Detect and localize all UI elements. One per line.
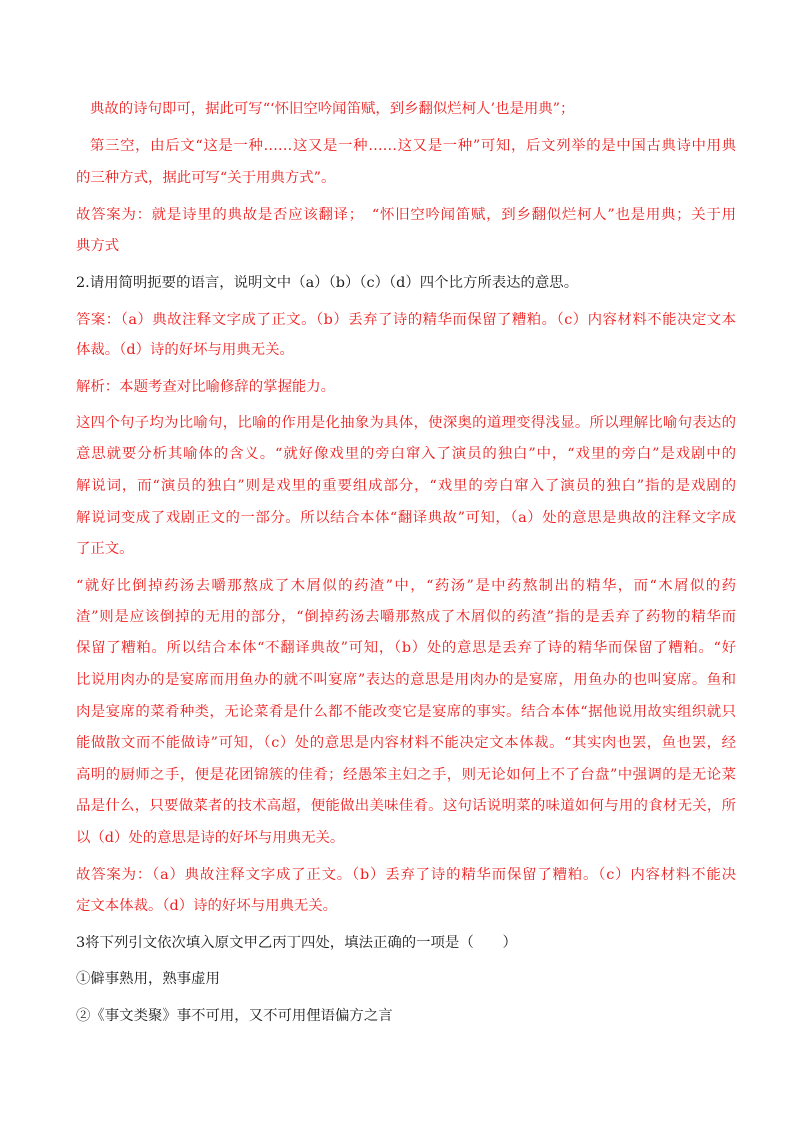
answer-line-1-3: 的三种方式，据此可写“关于用典方式”。	[76, 170, 336, 186]
analysis-para-2-line-2: 渣”则是应该倒掉的无用的部分，“倒掉药汤去嚼那熬成了木屑似的药渣”指的是丢弃了药物的精华而	[76, 609, 736, 625]
analysis-para-1-line-3: 解说词，而“演员的独白”则是戏里的重要组成部分，“戏里的旁白窜入了演员的独白”指的是戏剧的	[76, 478, 736, 494]
final-answer-1-line-2: 典方式	[76, 238, 120, 254]
analysis-para-2-line-8: 品是什么，只要做菜者的技术高超，便能做出美味佳肴。这句话说明菜的味道如何与用的食材无关，所	[76, 798, 736, 814]
analysis-para-2-line-7: 高明的厨师之手，便是花团锦簇的佳肴；经愚笨主妇之手，则无论如何上不了台盘”中强调的是无论菜	[76, 767, 736, 783]
analysis-para-2-line-3: 保留了糟粕。所以结合本体“不翻译典故”可知，（b）处的意思是丢弃了诗的精华而保留了糟粕。“好	[76, 640, 736, 656]
question-3: 3将下列引文依次填入原文甲乙丙丁四处，填法正确的一项是（ ）	[76, 935, 517, 951]
analysis-para-2-line-4: 比说用肉办的是宴席而用鱼办的就不叫宴席”表达的意思是用肉办的是宴席，用鱼办的也叫宴席。鱼和	[76, 672, 736, 688]
final-answer-2-line-1: 故答案为：（a）典故注释文字成了正文。（b）丢弃了诗的精华而保留了糟粕。（c）内容材料不能决	[76, 867, 736, 883]
analysis-para-1-line-4: 解说词变成了戏剧正文的一部分。所以结合本体“翻译典故”可知，（a）处的意思是典故的注释文字成	[76, 510, 736, 526]
analysis-para-2-line-1: “就好比倒掉药汤去嚼那熬成了木屑似的药渣”中，“药汤”是中药熬制出的精华，而“木屑似的药	[76, 578, 736, 594]
question-2: 2.请用简明扼要的语言，说明文中（a）（b）（c）（d）四个比方所表达的意思。	[76, 275, 579, 291]
analysis-para-1-line-2: 意思就要分析其喻体的含义。“就好像戏里的旁白窜入了演员的独白”中，“戏里的旁白”是戏剧中的	[76, 446, 736, 462]
analysis-para-1-line-1: 这四个句子均为比喻句，比喻的作用是化抽象为具体，使深奥的道理变得浅显。所以理解比喻句表达的	[76, 415, 736, 431]
quote-option-2: ②《事文类聚》事不可用，又不可用俚语偏方之言	[76, 1008, 393, 1024]
answer-line-1-1: 典故的诗句即可，据此可写“‘怀旧空吟闻笛赋，到乡翻似烂柯人’也是用典”；	[90, 101, 575, 117]
analysis-para-2-line-6: 能做散文而不能做诗”可知，（c）处的意思是内容材料不能决定文本体裁。“其实肉也罢，鱼也罢，经	[76, 735, 736, 751]
analysis-para-2-line-5: 肉是宴席的菜肴种类，无论菜肴是什么都不能改变它是宴席的事实。结合本体“据他说用故实组织就只	[76, 704, 736, 720]
answer-2-line-2: 体裁。（d）诗的好坏与用典无关。	[76, 342, 294, 358]
final-answer-2-line-2: 定文本体裁。（d）诗的好坏与用典无关。	[76, 898, 338, 914]
final-answer-1-line-1: 故答案为：就是诗里的典故是否应该翻译； “怀旧空吟闻笛赋，到乡翻似烂柯人”也是用典；关于用	[76, 207, 736, 223]
analysis-para-2-line-9: 以（d）处的意思是诗的好坏与用典无关。	[76, 830, 345, 846]
analysis-heading: 解析：本题考查对比喻修辞的掌握能力。	[76, 379, 336, 395]
analysis-para-1-line-5: 了正文。	[76, 541, 134, 557]
answer-2-line-1: 答案：（a）典故注释文字成了正文。（b）丢弃了诗的精华而保留了糟粕。（c）内容材料不能决定文本	[76, 312, 736, 328]
quote-option-1: ①僻事熟用，熟事虚用	[76, 971, 220, 987]
answer-line-1-2: 第三空，由后文“这是一种……这又是一种……这又是一种”可知，后文列举的是中国古典诗中用典	[90, 138, 736, 154]
